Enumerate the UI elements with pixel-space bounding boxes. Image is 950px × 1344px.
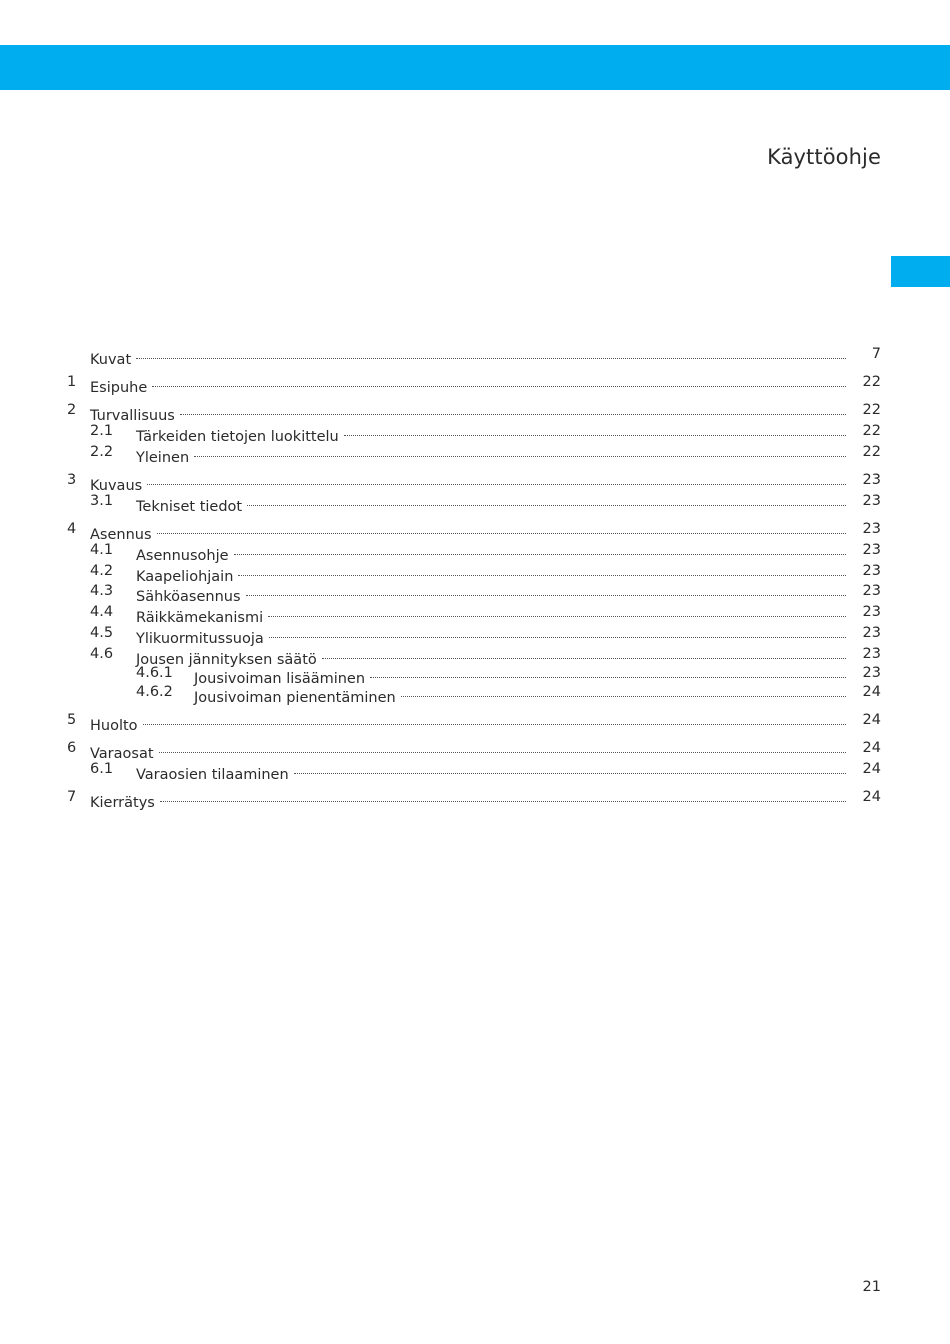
toc-dot-leader [143, 710, 846, 730]
toc-entry-label: Jousivoiman pienentäminen [194, 690, 396, 706]
toc-entry-label: Tärkeiden tietojen luokittelu [136, 429, 339, 445]
toc-entry-label: Kuvat [90, 352, 132, 368]
toc-entry-label: Kuvaus [90, 478, 143, 494]
toc-entry-number: 7 [67, 789, 77, 805]
toc-dot-leader [194, 442, 846, 462]
toc-dot-leader [159, 738, 846, 758]
toc-entry-page: 24 [862, 740, 881, 756]
toc-entry-label: Turvallisuus [90, 408, 175, 424]
toc-entry-page: 22 [862, 402, 881, 418]
toc-entry-label: Asennusohje [136, 548, 229, 564]
header-band [0, 45, 950, 90]
toc-entry-page: 24 [862, 684, 881, 700]
toc-entry-number: 4.4 [90, 604, 114, 620]
toc-entry-number: 2 [67, 402, 77, 418]
toc-entry-label: Asennus [90, 527, 152, 543]
toc-entry-page: 7 [871, 346, 881, 362]
toc-entry-page: 23 [862, 472, 881, 488]
toc-entry-label: Räikkämekanismi [136, 610, 264, 626]
toc-dot-leader [152, 372, 846, 392]
toc-entry-label: Ylikuormitussuoja [136, 631, 264, 647]
toc-entry-page: 23 [862, 493, 881, 509]
toc-entry-number: 4.1 [90, 542, 114, 558]
toc-dot-leader [344, 421, 846, 441]
toc-entry-page: 23 [862, 646, 881, 662]
page-number: 21 [862, 1279, 881, 1295]
toc-entry-label: Yleinen [136, 450, 190, 466]
toc-entry-page: 24 [862, 712, 881, 728]
toc-dot-leader [234, 540, 846, 560]
toc-entry-label: Kaapeliohjain [136, 569, 234, 585]
toc-entry-page: 23 [862, 665, 881, 681]
toc-dot-leader [269, 623, 846, 643]
toc-entry-page: 22 [862, 423, 881, 439]
section-tab-marker [891, 256, 950, 287]
toc-dot-leader [401, 682, 846, 702]
toc-entry-number: 4 [67, 521, 77, 537]
toc-entry-label: Esipuhe [90, 380, 148, 396]
toc-entry-label: Varaosat [90, 746, 154, 762]
toc-entry-label: Jousen jännityksen säätö [136, 652, 317, 668]
toc-entry-number: 4.3 [90, 583, 114, 599]
toc-entry-label: Tekniset tiedot [136, 499, 243, 515]
toc-entry-page: 22 [862, 444, 881, 460]
toc-entry-label: Varaosien tilaaminen [136, 767, 289, 783]
toc-dot-leader [136, 344, 846, 364]
toc-dot-leader [322, 644, 846, 664]
toc-entry-page: 23 [862, 521, 881, 537]
toc-entry-page: 23 [862, 604, 881, 620]
toc-dot-leader [180, 400, 846, 420]
toc-entry-page: 22 [862, 374, 881, 390]
toc-dot-leader [157, 519, 846, 539]
toc-entry-label: Kierrätys [90, 795, 155, 811]
toc-dot-leader [294, 759, 846, 779]
toc-entry-label: Jousivoiman lisääminen [194, 671, 366, 687]
toc-dot-leader [147, 470, 846, 490]
toc-entry-number: 2.1 [90, 423, 114, 439]
toc-dot-leader [246, 581, 846, 601]
toc-entry-number: 5 [67, 712, 77, 728]
toc-entry-page: 23 [862, 625, 881, 641]
toc-entry-page: 23 [862, 583, 881, 599]
toc-entry-page: 24 [862, 761, 881, 777]
toc-entry-number: 6 [67, 740, 77, 756]
toc-entry-number: 3 [67, 472, 77, 488]
toc-entry-page: 23 [862, 542, 881, 558]
toc-entry-number: 4.2 [90, 563, 114, 579]
toc-entry-number: 6.1 [90, 761, 114, 777]
toc-entry-page: 24 [862, 789, 881, 805]
toc-dot-leader [160, 787, 846, 807]
toc-entry-label: Huolto [90, 718, 138, 734]
toc-entry-number: 3.1 [90, 493, 114, 509]
toc-entry-label: Sähköasennus [136, 589, 241, 605]
toc-entry-number: 4.6 [90, 646, 114, 662]
toc-entry-number: 4.6.1 [136, 665, 173, 681]
page-title: Käyttöohje [767, 145, 881, 169]
toc-dot-leader [247, 491, 846, 511]
toc-entry-page: 23 [862, 563, 881, 579]
toc-entry-number: 2.2 [90, 444, 114, 460]
toc-dot-leader [370, 663, 846, 683]
toc-entry-number: 4.6.2 [136, 684, 173, 700]
toc-dot-leader [238, 561, 846, 581]
toc-entry-number: 4.5 [90, 625, 114, 641]
toc-entry-number: 1 [67, 374, 77, 390]
toc-dot-leader [268, 602, 846, 622]
